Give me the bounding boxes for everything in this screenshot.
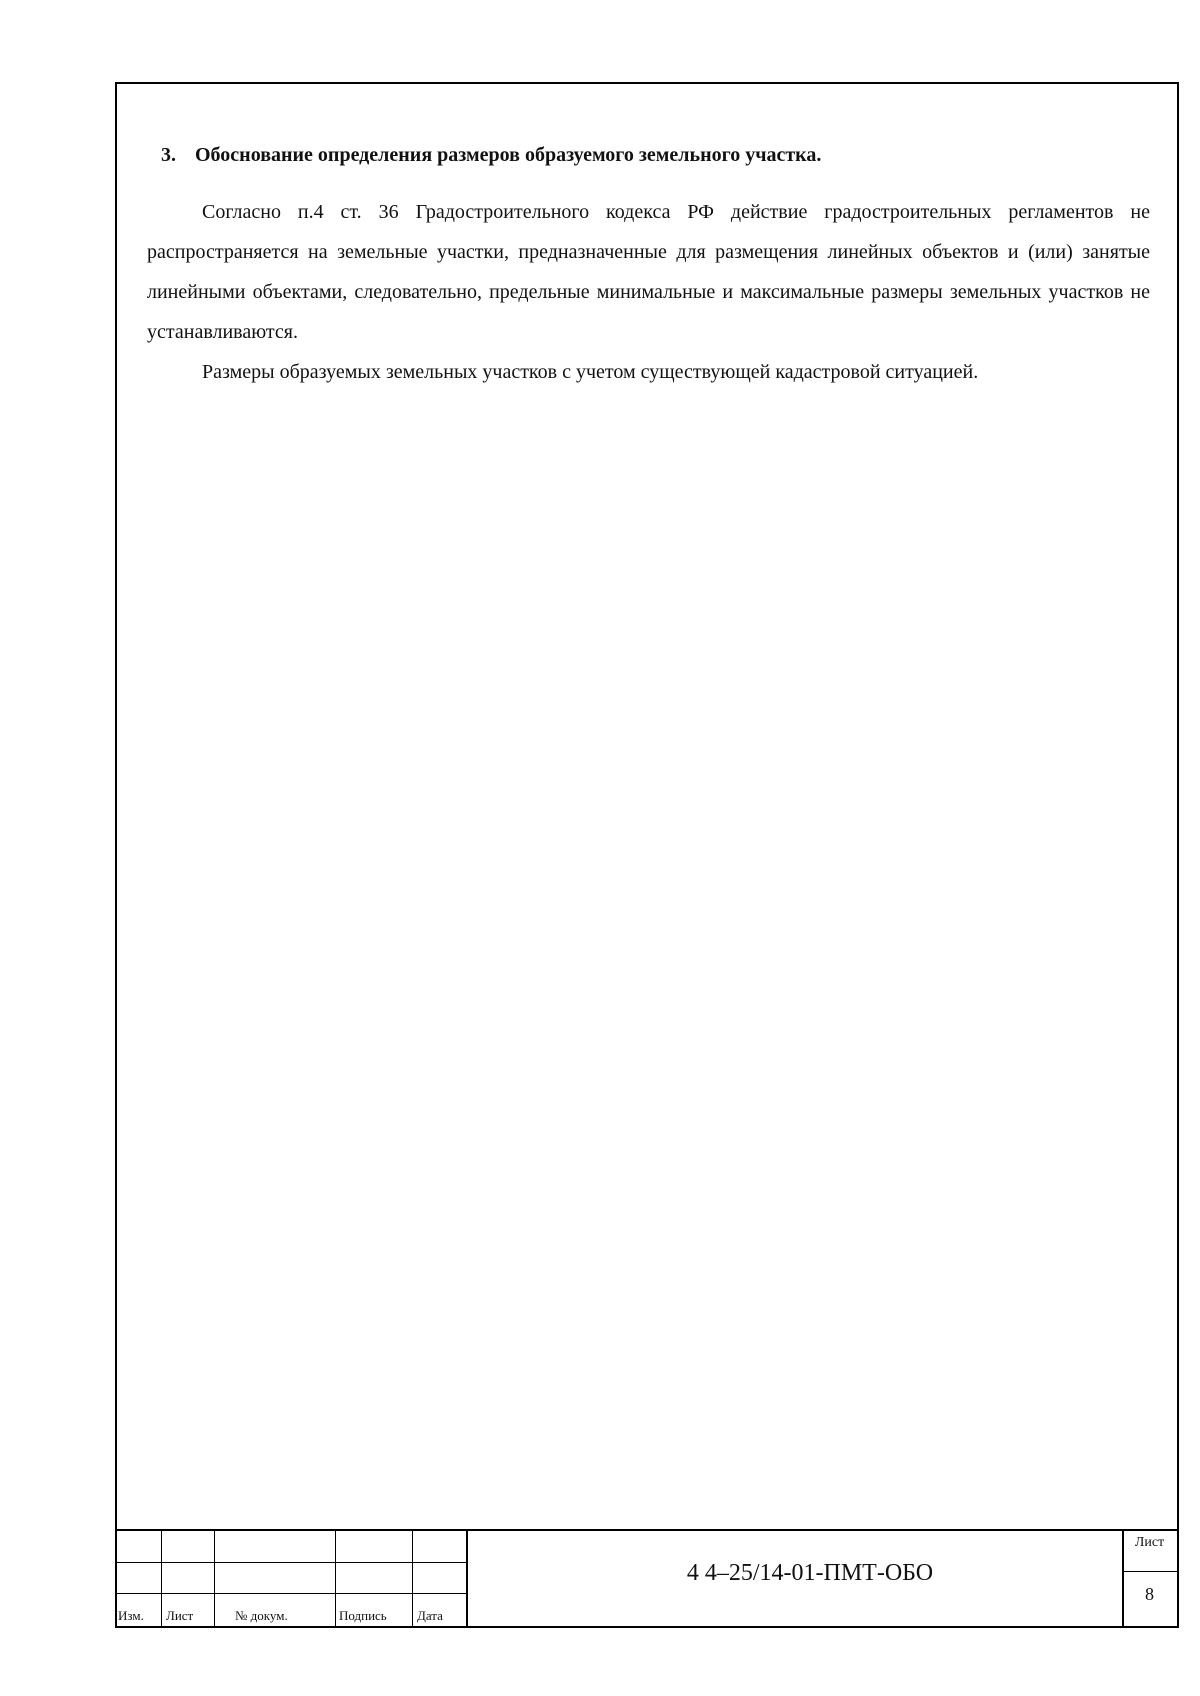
label-list: Лист [166, 1608, 194, 1623]
label-doc-num: № докум. [235, 1608, 288, 1623]
stamp-row-line [117, 1593, 467, 1594]
section-number: 3. [161, 144, 176, 166]
title-block [117, 1529, 1177, 1626]
label-signature: Подпись [339, 1608, 387, 1623]
stamp-divider [161, 1531, 162, 1626]
stamp-divider [412, 1531, 413, 1626]
label-izm: Изм. [118, 1608, 144, 1623]
stamp-row-line [1122, 1571, 1179, 1572]
paragraph-1: Согласно п.4 ст. 36 Градостроительного кодекса РФ действие градостроительных регламентов не распространяется на земельные участки, предназначенные для размещения линейных объектов и (или) занятые линейными объектами, следовательно, предельные минимальные и максимальные размеры земельных участков не устанавливаются. [147, 201, 1150, 343]
sheet-number: 8 [1145, 1584, 1154, 1604]
section-title: Обоснование определения размеров образуемого земельного участка. [195, 144, 822, 166]
stamp-divider [335, 1531, 336, 1626]
paragraph-2: Размеры образуемых земельных участков с учетом существующей кадастровой ситуацией. [202, 361, 979, 383]
label-date: Дата [417, 1608, 443, 1623]
sheet-label: Лист [1134, 1535, 1165, 1550]
stamp-divider [214, 1531, 215, 1626]
page-content [147, 142, 1150, 392]
page-frame [115, 82, 1179, 1628]
section-heading [161, 142, 1150, 168]
stamp-row-line [117, 1562, 467, 1563]
document-code: 4 4–25/14-01-ПМТ-ОБО [686, 1560, 934, 1586]
stamp-divider [466, 1531, 468, 1626]
